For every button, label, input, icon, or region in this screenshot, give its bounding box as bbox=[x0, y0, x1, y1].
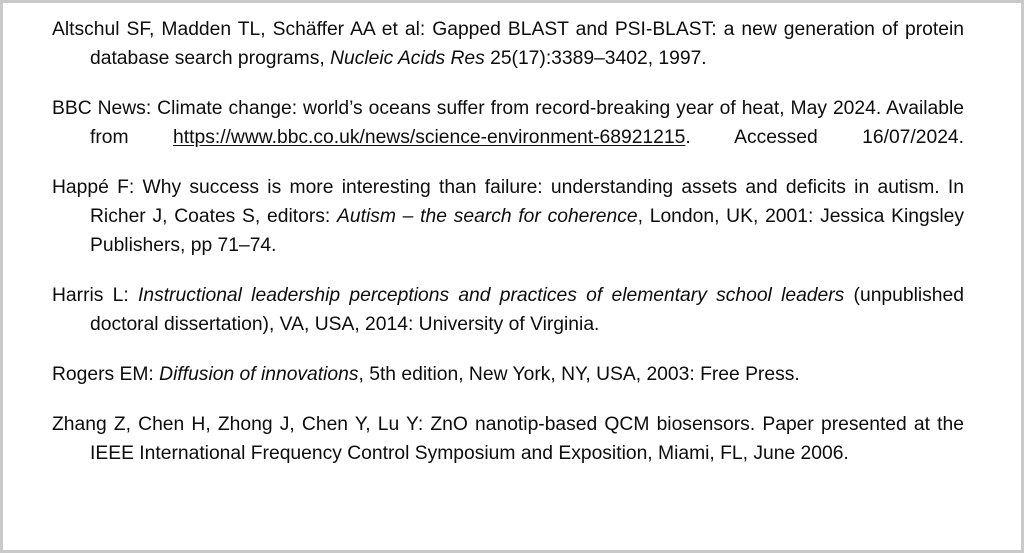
italic-title: Autism – the search for coherence bbox=[337, 206, 638, 228]
reference-text: Zhang Z, Chen H, Zhong J, Chen Y, Lu Y: ZnO nanotip-based QCM biosensors. Paper presented at the IEEE International Frequency Control Symposium and Exposition, Miami, FL, June 2006. bbox=[52, 413, 964, 464]
italic-title: Nucleic Acids Res bbox=[330, 48, 485, 70]
reference-text: , London, UK, 2001: Jessica Kingsley Publishers, pp 71–74. bbox=[90, 206, 964, 257]
reference-text: Happé F: Why success is more interesting than failure: understanding assets and deficits in autism. In Richer J, Coates S, editors: bbox=[52, 176, 964, 228]
reference-text: BBC News: Climate change: world’s oceans suffer from record-breaking year of heat, May 2024. Available from bbox=[52, 97, 964, 149]
reference-text: Harris L: bbox=[52, 284, 138, 306]
italic-title: Instructional leadership perceptions and practices of elementary school leaders bbox=[137, 284, 845, 306]
reference-text: , 5th edition, New York, NY, USA, 2003: Free Press. bbox=[358, 363, 800, 385]
italic-title: Diffusion of innovations bbox=[159, 363, 359, 385]
reference-list bbox=[52, 15, 964, 468]
reference-text: Rogers EM: bbox=[52, 363, 160, 385]
reference-entry bbox=[52, 360, 964, 389]
reference-entry bbox=[52, 94, 964, 152]
reference-text: (unpublished doctoral dissertation), VA, USA, 2014: University of Virginia. bbox=[90, 284, 964, 336]
reference-text: 25(17):3389–3402, 1997. bbox=[484, 48, 707, 70]
reference-entry bbox=[52, 15, 964, 73]
reference-entry bbox=[52, 173, 964, 261]
reference-entry bbox=[52, 281, 964, 339]
reference-text: Altschul SF, Madden TL, Schäffer AA et al: Gapped BLAST and PSI-BLAST: a new generation of protein database search programs, bbox=[52, 19, 964, 70]
reference-text: . Accessed 16/07/2024. bbox=[685, 127, 964, 149]
reference-url[interactable]: https://www.bbc.co.uk/news/science-environment-68921215 bbox=[173, 127, 686, 149]
reference-entry bbox=[52, 410, 964, 468]
